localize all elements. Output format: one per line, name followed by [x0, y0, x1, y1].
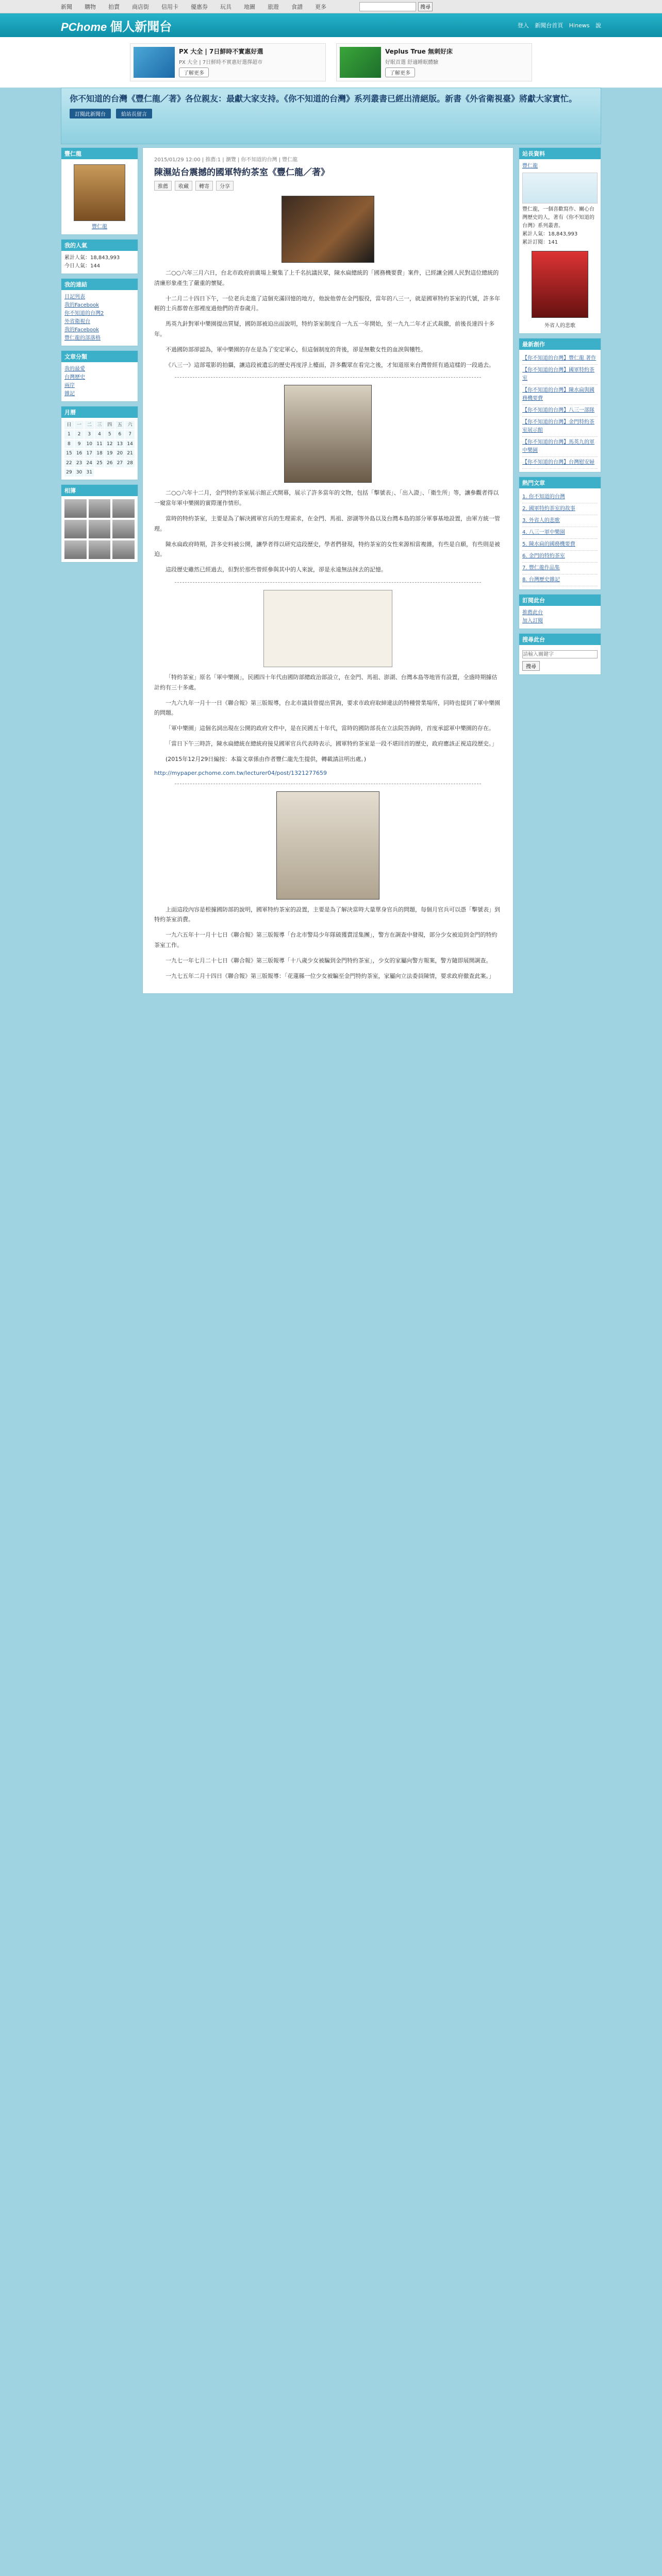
- recent-item[interactable]: 【你不知道的台灣】陳水扁與國務機要費: [522, 385, 598, 405]
- article-paragraph: 一九七一年七月二十七日《聯合報》第三版報導「十八歲少女被騙到金門特約茶室」，少女的家屬向警方報案，警方隨即展開調查。: [166, 957, 492, 964]
- article-photo: [276, 791, 379, 900]
- author-bio: 豐仁龍，一個喜歡寫作、關心台灣歷史的人，著有《你不知道的台灣》系列叢書。: [522, 207, 594, 229]
- article-paragraph: 「軍中樂園」這個名詞出現在公開的政府文件中，是在民國五十年代，當時的國防部長在立法院答詢時，首度承認軍中樂園的存在。: [166, 725, 494, 732]
- ad-image: [340, 47, 381, 78]
- recommend-button[interactable]: 推薦: [154, 181, 172, 191]
- topnav-link[interactable]: 旅遊: [268, 3, 279, 10]
- page-layout: [61, 147, 601, 994]
- article-paragraph: 一九六五年十一月十七日《聯合報》第三版報導「台北市警局少年隊破獲賣淫集團」，警方在調查中發現，部分少女被迫到金門的特約茶室工作。: [154, 931, 498, 948]
- recommend-site-link[interactable]: 推薦此台: [522, 610, 543, 616]
- ad-image: [134, 47, 175, 78]
- calendar-cell[interactable]: 21: [125, 449, 135, 457]
- calendar-cell: 五: [115, 421, 125, 429]
- article-main: [142, 147, 514, 994]
- calendar-cell[interactable]: 24: [85, 459, 94, 467]
- logo-title: 個人新聞台: [110, 19, 172, 34]
- calendar-box: [61, 406, 138, 480]
- recent-item[interactable]: 【你不知道的台灣】台灣慰安婦: [522, 457, 598, 469]
- stat-subscribers: 累計訂閱：141: [522, 240, 558, 245]
- right-sidebar: [519, 147, 601, 994]
- article-paragraph: 「特約茶室」原名「軍中樂園」，民國四十年代由國防部總政治部設立，在金門、馬祖、澎湖、台灣本島等地皆有設置，全盛時期據估計約有三十多處。: [154, 673, 498, 691]
- blog-title: 你不知道的台灣《豐仁龍／著》各位親友：最獻大家支持。《你不知道的台灣》系列叢書已經出清絕版。新書《外省衛視臺》將獻大家實忙。: [70, 94, 577, 104]
- article-paragraph: 一九七五年二月十四日《聯合報》第三版報導：「花蓮縣一位少女被騙至金門特約茶室，家屬向立法委員陳情，要求政府徹查此案。」: [166, 972, 494, 979]
- sidebar-link[interactable]: 你不知道的台灣2: [64, 311, 104, 316]
- author-nick[interactable]: 豐仁龍: [522, 163, 538, 169]
- ad-card[interactable]: [130, 43, 326, 81]
- category-box: [61, 350, 138, 402]
- article-paragraph: 《八三一》這部電影的拍攝，讓這段被遺忘的歷史再度浮上檯面，許多觀眾在看完之後，才知道原來台灣曾經有過這樣的一段過去。: [166, 361, 494, 368]
- taiwan-map-icon: [522, 173, 598, 204]
- left-sidebar: [61, 147, 138, 994]
- calendar-cell[interactable]: 25: [95, 459, 104, 467]
- calendar-cell[interactable]: 5: [105, 430, 114, 438]
- subscribe-head: 訂閱此台: [519, 595, 601, 606]
- topnav-search-button[interactable]: 搜尋: [418, 2, 433, 11]
- calendar-cell[interactable]: 31: [85, 468, 94, 477]
- stats-head: 我的人氣: [61, 240, 138, 251]
- topnav-link[interactable]: 拍賣: [108, 3, 120, 10]
- calendar-cell[interactable]: 23: [75, 459, 84, 467]
- calendar-cell[interactable]: 20: [115, 449, 125, 457]
- calendar-cell: 四: [105, 421, 114, 429]
- recent-box: [519, 338, 601, 472]
- category-link[interactable]: 雜記: [64, 391, 75, 397]
- calendar-cell[interactable]: 26: [105, 459, 114, 467]
- recent-head: 最新創作: [519, 338, 601, 350]
- article-photo: [284, 385, 372, 483]
- share-button[interactable]: 分享: [216, 181, 234, 191]
- album-thumb[interactable]: [89, 540, 111, 559]
- article-photo: [282, 196, 374, 263]
- sidebar-link[interactable]: 日記列表: [64, 294, 85, 300]
- site-search-button[interactable]: 搜尋: [522, 661, 540, 671]
- hot-item[interactable]: 8. 台灣歷史雜記: [522, 574, 598, 586]
- article-paragraph: 這段歷史雖然已經過去，但對於那些曾經參與其中的人來說，卻是永遠無法抹去的記憶。: [166, 566, 387, 573]
- article-paragraph: 不過國防部卻認為，軍中樂園的存在是為了安定軍心，但這個制度的背後，卻是無數女性的血淚與犧牲。: [166, 346, 426, 353]
- article-paragraph: 「當日下午三時許，陳水扁總統在總統府接見國軍官兵代表時表示，國軍特約茶室是一段不堪回首的歷史，政府應該正視這段歷史。」: [166, 740, 498, 747]
- ad-card[interactable]: [336, 43, 532, 81]
- hot-item[interactable]: 2. 國軍特約茶室的故事: [522, 503, 598, 515]
- calendar-cell[interactable]: 15: [64, 449, 74, 457]
- ad-title: Veplus True 無刺好床: [385, 48, 453, 55]
- calendar-cell[interactable]: 13: [115, 440, 125, 448]
- calendar-cell: 二: [85, 421, 94, 429]
- site-info-box: [519, 147, 601, 334]
- article-paragraph: 上面這段內容是根據國防部的說明，國軍特約茶室的設置，主要是為了解決當時大量單身官兵的問題，每個月官兵可以憑「擊號表」到特約茶室消費。: [154, 906, 500, 923]
- calendar-cell[interactable]: 8: [64, 440, 74, 448]
- calendar-head: 月曆: [61, 406, 138, 418]
- hot-box: [519, 477, 601, 590]
- topnav-link[interactable]: 信用卡: [161, 3, 178, 10]
- calendar-cell[interactable]: 22: [64, 459, 74, 467]
- article-paragraph: 十二月二十四日下午，一位老兵走進了這個充滿回憶的地方，他說他曾在金門服役，當年的八三一，就是國軍特約茶室的代號，許多年輕的士兵都曾在那裡度過他們的青春歲月。: [154, 295, 500, 312]
- subscribe-button[interactable]: 訂閱此新聞台: [70, 109, 111, 118]
- profile-box: [61, 147, 138, 235]
- category-link[interactable]: 我的最愛: [64, 366, 85, 372]
- book-caption: 外省人的悲歌: [544, 323, 575, 329]
- article-paragraph: 一九六九年一月十一日《聯合報》第三版報導，台北市議員曾提出質詢，要求市政府取締違法的特種營業場所，同時也提到了軍中樂園的問題。: [154, 699, 500, 717]
- calendar-cell: 日: [64, 421, 74, 429]
- calendar-cell[interactable]: 28: [125, 459, 135, 467]
- category-link[interactable]: 台灣歷史: [64, 375, 85, 380]
- hot-item[interactable]: 1. 你不知道的台灣: [522, 492, 598, 503]
- recent-item[interactable]: 【你不知道的台灣】金門特約茶室展示館: [522, 417, 598, 437]
- profile-head: 豐仁龍: [61, 148, 138, 159]
- recent-item[interactable]: 【你不知道的台灣】八三一部隊: [522, 405, 598, 417]
- subscribe-link[interactable]: 加入訂閱: [522, 618, 543, 624]
- topnav-link[interactable]: 玩具: [220, 3, 231, 10]
- hot-item[interactable]: 6. 金門的特約茶室: [522, 551, 598, 563]
- category-link[interactable]: 兩岸: [64, 383, 75, 388]
- stats-box: [61, 239, 138, 274]
- calendar-cell[interactable]: 17: [85, 449, 94, 457]
- forward-button[interactable]: 轉寄: [195, 181, 213, 191]
- calendar-cell[interactable]: 4: [95, 430, 104, 438]
- calendar-cell[interactable]: 18: [95, 449, 104, 457]
- blog-banner: [61, 88, 601, 144]
- topnav-link[interactable]: 地圖: [244, 3, 255, 10]
- header-link-login[interactable]: 登入: [517, 22, 529, 29]
- recent-item[interactable]: 【你不知道的台灣】國軍特約茶室: [522, 365, 598, 385]
- calendar-cell[interactable]: 30: [75, 468, 84, 477]
- calendar-cell[interactable]: 3: [85, 430, 94, 438]
- article-paragraph: 陳水扁政府時期，許多史料被公開，讓學者得以研究這段歷史，學者們發現，特約茶室的女性來源相當複雜，有些是自願，有些則是被迫。: [154, 540, 500, 558]
- album-box: [61, 484, 138, 563]
- topnav-link[interactable]: 更多: [315, 3, 326, 10]
- search-box: [519, 633, 601, 675]
- hot-item[interactable]: 5. 陳水扁的國務機要費: [522, 539, 598, 551]
- ad-desc: PX 大全 | 7日鮮時不實惠好選擇超市: [179, 60, 263, 65]
- site-search-input[interactable]: [522, 650, 598, 658]
- article-paragraph: 當時的特約茶室，主要是為了解決國軍官兵的生理需求，在金門、馬祖、澎湖等外島以及台灣本島的部分軍事基地設置，由軍方統一管理。: [154, 515, 500, 532]
- calendar-cell[interactable]: 14: [125, 440, 135, 448]
- topnav-link[interactable]: 食譜: [291, 3, 303, 10]
- article-link[interactable]: http://mypaper.pchome.com.tw/lecturer04/post/1321277659: [154, 769, 327, 776]
- calendar-cell[interactable]: 27: [115, 459, 125, 467]
- topnav-link[interactable]: 優惠券: [191, 3, 208, 10]
- category-head: 文章分類: [61, 351, 138, 362]
- article-paragraph: 馬英九針對軍中樂園提出質疑，國防部被迫出面說明，特約茶室制度自一九五一年開始，至一九九二年才正式裁撤，前後長達四十多年。: [154, 320, 494, 337]
- sidebar-link[interactable]: 我的Facebook: [64, 302, 99, 308]
- ad-desc: 好眠首選 舒適睡眠體驗: [385, 60, 439, 65]
- book-cover[interactable]: [532, 251, 588, 318]
- calendar-cell[interactable]: 6: [115, 430, 125, 438]
- album-thumb[interactable]: [112, 520, 135, 538]
- collect-button[interactable]: 收藏: [175, 181, 192, 191]
- topnav-link[interactable]: 購物: [85, 3, 96, 10]
- calendar-cell[interactable]: 29: [64, 468, 74, 477]
- calendar-cell[interactable]: 9: [75, 440, 84, 448]
- article-meta: 2015/01/29 12:00 | 推薦:1 | 瀏覽 | 你不知道的台灣 | 豐仁龍: [154, 157, 298, 163]
- ad-button[interactable]: 了解更多: [179, 67, 209, 77]
- calendar-cell[interactable]: 7: [125, 430, 135, 438]
- hot-head: 熱門文章: [519, 477, 601, 488]
- header-links: [514, 21, 601, 29]
- calendar-cell: 一: [75, 421, 84, 429]
- ad-button[interactable]: 了解更多: [385, 67, 415, 77]
- article-title[interactable]: 陳濕站台震撼的國軍特約茶室《豐仁龍／著》: [154, 167, 329, 178]
- header-link-hinews[interactable]: Hinews: [569, 22, 590, 29]
- hot-item[interactable]: 4. 八三一軍中樂園: [522, 527, 598, 539]
- section-divider: [175, 582, 481, 583]
- calendar-cell[interactable]: 1: [64, 430, 74, 438]
- album-thumb[interactable]: [89, 499, 111, 518]
- article-toolbar: [154, 181, 502, 191]
- calendar-cell[interactable]: 2: [75, 430, 84, 438]
- calendar-cell: 三: [95, 421, 104, 429]
- article-note: (2015年12月29日編按：本篇文章係由作者豐仁龍先生提供，轉載請註明出處。): [166, 755, 367, 762]
- album-thumb[interactable]: [64, 499, 87, 518]
- calendar-cell[interactable]: 12: [105, 440, 114, 448]
- message-button[interactable]: 給站長留言: [116, 109, 152, 118]
- calendar-cell[interactable]: 11: [95, 440, 104, 448]
- stat-total: 累計人氣：18,843,993: [522, 231, 578, 237]
- avatar[interactable]: [74, 164, 125, 221]
- sidebar-link[interactable]: 我的Facebook: [64, 327, 99, 333]
- logo-brand: PChome: [61, 20, 107, 33]
- header-link-home[interactable]: 新聞台首頁: [535, 22, 564, 29]
- calendar-cell: 六: [125, 421, 135, 429]
- sidebar-link[interactable]: 外省衛視台: [64, 319, 90, 325]
- hot-item[interactable]: 7. 豐仁龍作品集: [522, 563, 598, 574]
- calendar-cell[interactable]: 19: [105, 449, 114, 457]
- recent-item[interactable]: 【你不知道的台灣】馬英九的軍中樂園: [522, 437, 598, 457]
- ad-title: PX 大全 | 7日鮮時不實惠好選: [179, 48, 263, 55]
- section-divider: [175, 377, 481, 378]
- album-thumb[interactable]: [112, 499, 135, 518]
- stat-today: 今日人氣：144: [64, 263, 101, 269]
- article-paragraph: 二○○六年三月六日，台北市政府前廣場上聚集了上千名抗議民眾，陳水扁總統的「國務機要費」案件，已經讓全國人民對這位總統的清廉形象產生了嚴重的懷疑。: [154, 269, 499, 286]
- calendar-grid: [64, 421, 135, 477]
- ad-strip: [0, 37, 662, 88]
- links-head: 我的連結: [61, 279, 138, 290]
- site-logo[interactable]: [61, 16, 172, 35]
- article-paragraph: 二○○六年十二月，金門特約茶室展示館正式開幕，展示了許多當年的文物，包括「擊號表」、「出入證」、「衛生所」等，讓參觀者得以一窺當年軍中樂園的實際運作情形。: [154, 489, 499, 507]
- sidebar-link[interactable]: 豐仁龍的部落格: [64, 335, 101, 341]
- calendar-cell[interactable]: 16: [75, 449, 84, 457]
- top-navigation: [0, 0, 662, 13]
- topnav-search-input[interactable]: [359, 2, 416, 11]
- album-thumb[interactable]: [89, 520, 111, 538]
- album-thumb[interactable]: [64, 520, 87, 538]
- album-head: 相簿: [61, 485, 138, 496]
- header-link-more[interactable]: 說: [595, 22, 601, 29]
- recent-item[interactable]: 【你不知道的台灣】豐仁龍 著作: [522, 353, 598, 365]
- calendar-cell[interactable]: 10: [85, 440, 94, 448]
- site-info-head: 站長資料: [519, 148, 601, 159]
- album-thumb[interactable]: [112, 540, 135, 559]
- links-box: [61, 278, 138, 346]
- search-head: 搜尋此台: [519, 634, 601, 645]
- topnav-link[interactable]: 新聞: [61, 3, 72, 10]
- hot-item[interactable]: 3. 外省人的悲歌: [522, 515, 598, 527]
- topnav-link[interactable]: 商店街: [132, 3, 149, 10]
- stat-total: 累計人氣：18,843,993: [64, 255, 120, 261]
- newspaper-clipping: [263, 590, 392, 667]
- profile-name[interactable]: 豐仁龍: [92, 224, 107, 230]
- site-header: [0, 13, 662, 37]
- subscribe-box: [519, 594, 601, 629]
- album-thumb[interactable]: [64, 540, 87, 559]
